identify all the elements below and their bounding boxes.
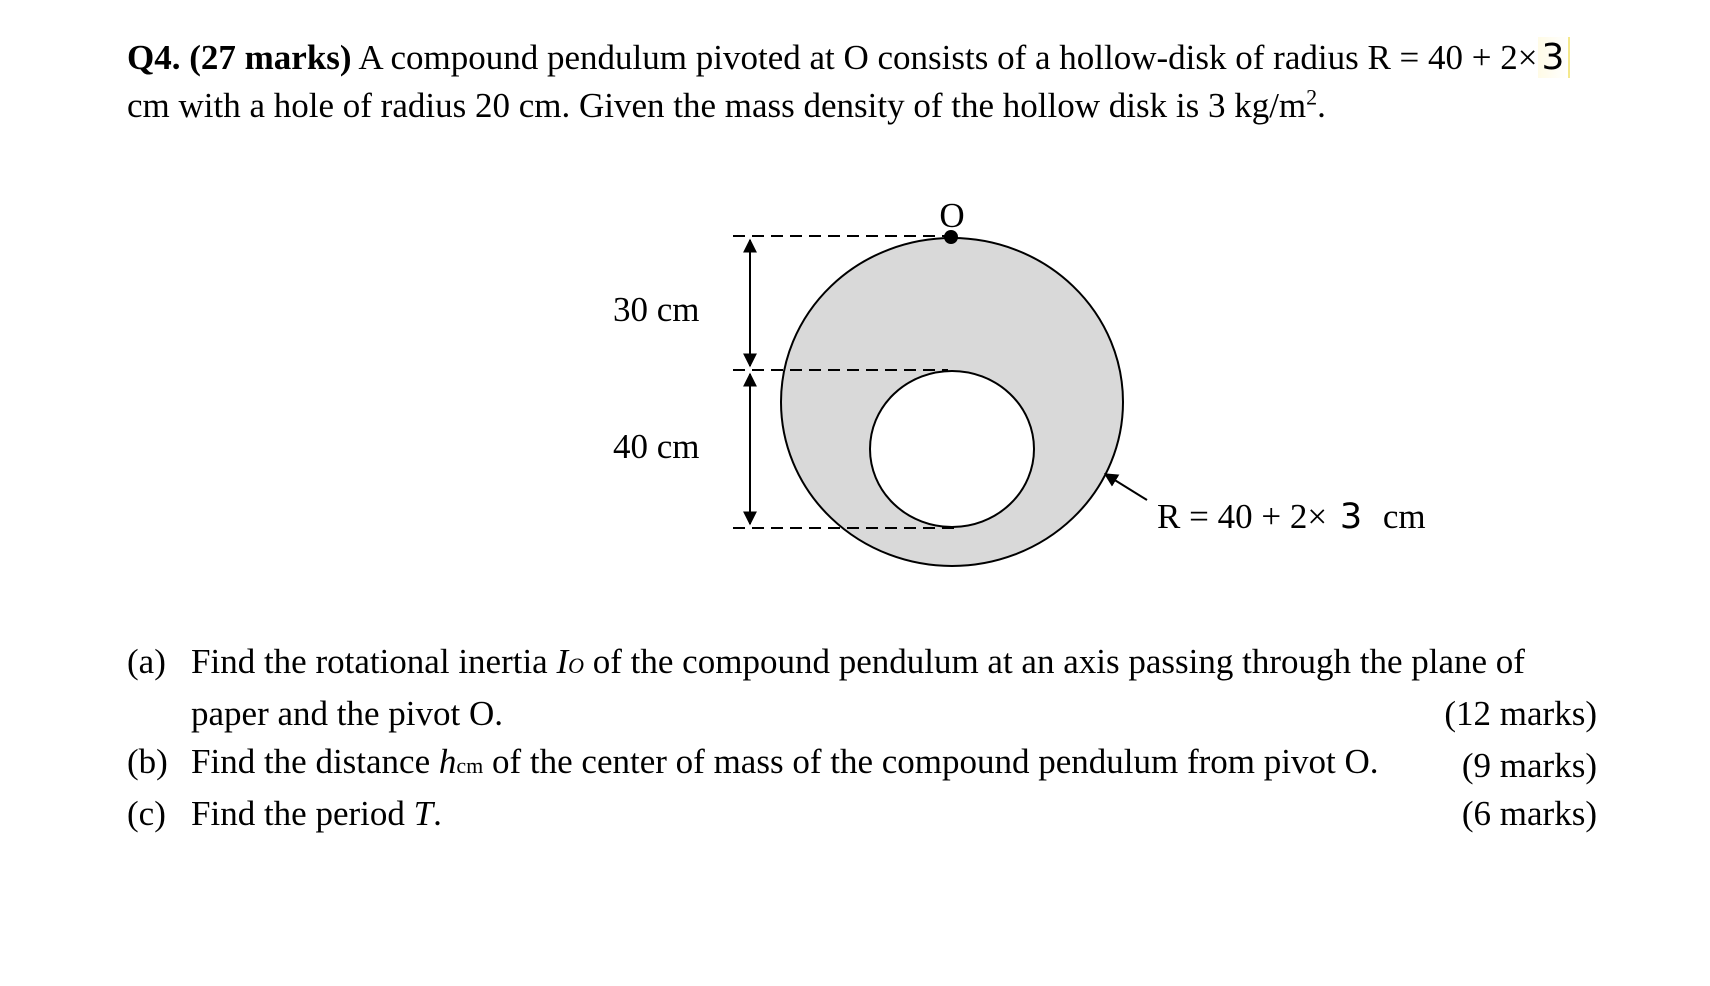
question-b-text-pre: Find the distance	[191, 742, 431, 781]
question-a-text-cont: paper and the pivot O.	[191, 694, 503, 733]
radius-label-value: 3	[1339, 497, 1363, 537]
dimension-label-bottom: 40 cm	[613, 427, 700, 466]
question-b-symbol-sub: cm	[456, 753, 484, 778]
radius-label-unit: cm	[1382, 497, 1426, 536]
question-b-marks: (9 marks)	[1461, 746, 1597, 785]
question-c-text-post: .	[433, 794, 442, 833]
question-c	[127, 790, 1597, 838]
hollow-disk	[781, 238, 1123, 566]
question-a-text-pre: Find the rotational inertia	[191, 642, 548, 681]
header-text-2-end: .	[1317, 86, 1326, 125]
question-a-marks: (12 marks)	[1444, 694, 1597, 733]
question-c-marks: (6 marks)	[1461, 794, 1597, 833]
radius-leader-arrow	[1105, 474, 1147, 500]
question-a	[127, 638, 1597, 738]
radius-label	[1157, 497, 1426, 537]
question-b-symbol-main: h	[438, 742, 457, 781]
sub-questions	[127, 638, 1597, 838]
dimension-label-top: 30 cm	[613, 290, 700, 329]
handwritten-value: 3	[1538, 37, 1571, 78]
question-c-body	[191, 790, 1597, 838]
question-b	[127, 738, 1597, 790]
question-a-symbol-main: I	[556, 642, 569, 681]
header-text-1: A compound pendulum pivoted at O consists of a hollow-disk of radius R = 40 + 2×	[358, 38, 1538, 77]
question-b-label: (b)	[127, 742, 168, 781]
radius-label-prefix: R = 40 + 2×	[1157, 497, 1328, 536]
question-b-body	[191, 738, 1597, 790]
question-c-text-pre: Find the period	[191, 794, 405, 833]
question-b-symbol	[439, 742, 483, 781]
question-a-label: (a)	[127, 642, 166, 681]
question-c-symbol: T	[413, 794, 434, 833]
question-marks: (27 marks)	[189, 38, 352, 77]
header-superscript: 2	[1306, 84, 1318, 110]
question-a-text-post: of the compound pendulum at an axis passing through the plane of	[592, 642, 1525, 681]
question-b-text-post: of the center of mass of the compound pendulum from pivot O.	[492, 742, 1379, 781]
question-c-label: (c)	[127, 794, 166, 833]
question-number: Q4.	[127, 38, 181, 77]
header-text-2: cm with a hole of radius 20 cm. Given the mass density of the hollow disk is 3 kg/m	[127, 86, 1307, 125]
pivot-label: O	[939, 196, 965, 235]
question-a-symbol	[556, 642, 584, 681]
question-a-body	[191, 638, 1597, 738]
question-a-symbol-sub: O	[568, 653, 585, 678]
